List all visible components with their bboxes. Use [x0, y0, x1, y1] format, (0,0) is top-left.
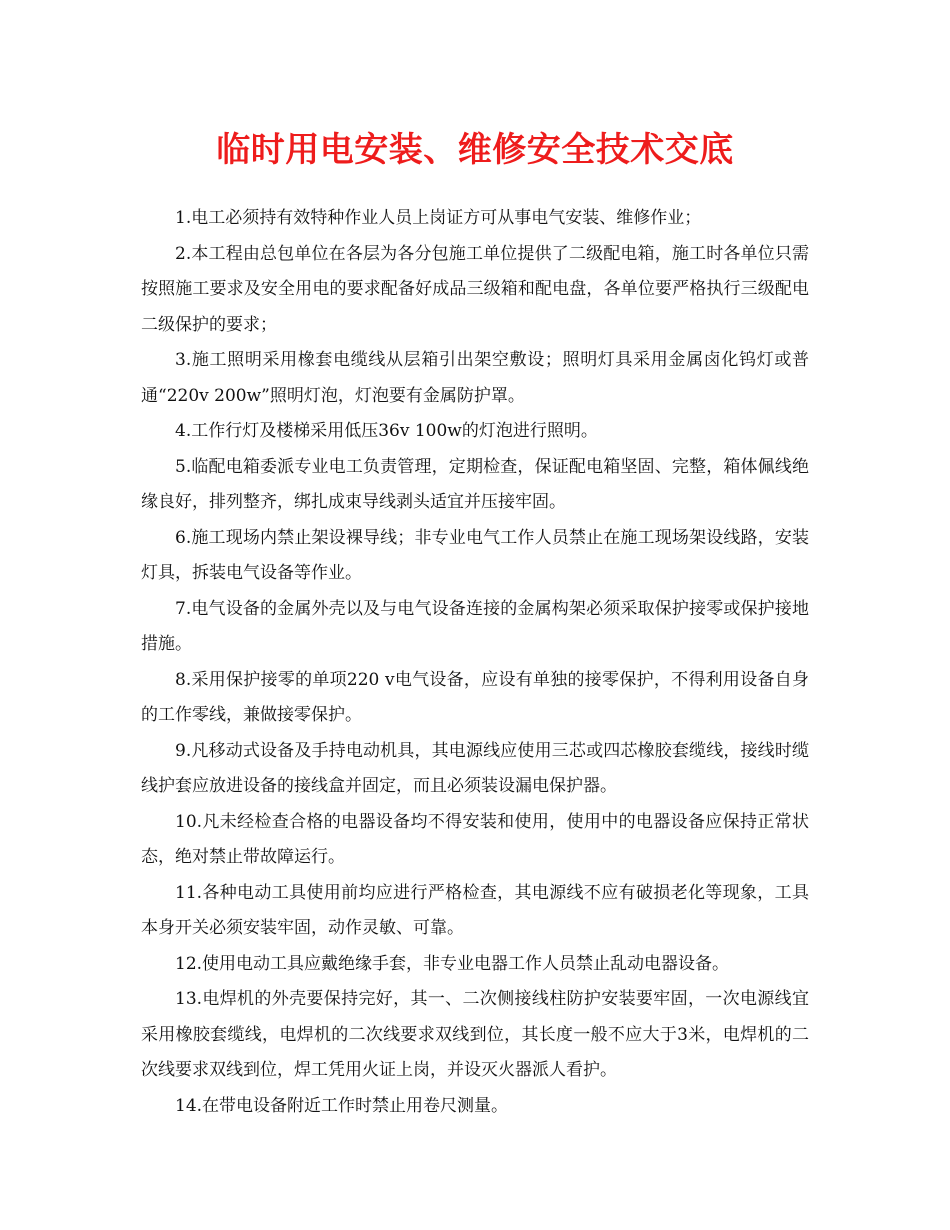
paragraph-12: 12.使用电动工具应戴绝缘手套，非专业电器工作人员禁止乱动电器设备。 [175, 953, 730, 974]
paragraph-13: 13.电焊机的外壳要保持完好，其一、二次侧接线柱防护安装要牢固，一次电源线宜采用橡胶套缆线，电焊机的二次线要求双线到位，其长度一般不应大于3米，电焊机的二次线要求双线到位，焊工凭用火证上岗，并设灭火器派人看护。 [141, 989, 809, 1080]
paragraph-1: 1.电工必须持有效特种作业人员上岗证方可从事电气安装、维修作业； [175, 208, 702, 228]
paragraph-5: 5.临配电箱委派专业电工负责管理，定期检查，保证配电箱坚固、完整，箱体佩线绝缘良好，排列整齐，绑扎成束导线剥头适宜并压接牢固。 [141, 456, 809, 512]
paragraph-10: 10.凡未经检查合格的电器设备均不得安装和使用，使用中的电器设备应保持正常状态，绝对禁止带故障运行。 [141, 811, 809, 867]
paragraph-9: 9.凡移动式设备及手持电动机具，其电源线应使用三芯或四芯橡胶套缆线，接线时缆线护套应放进设备的接线盒并固定，而且必须装设漏电保护器。 [141, 740, 809, 796]
paragraph-3: 3.施工照明采用橡套电缆线从层箱引出架空敷设；照明灯具采用金属卤化钨灯或普通“220v 200w”照明灯泡，灯泡要有金属防护罩。 [141, 350, 809, 406]
paragraph-8: 8.采用保护接零的单项220 v电气设备，应设有单独的接零保护，不得利用设备自身的工作零线，兼做接零保护。 [141, 669, 809, 725]
paragraph-4: 4.工作行灯及楼梯采用低压36v 100w的灯泡进行照明。 [175, 421, 598, 441]
paragraph-14: 14.在带电设备附近工作时禁止用卷尺测量。 [175, 1095, 509, 1116]
paragraph-2: 2.本工程由总包单位在各层为各分包施工单位提供了二级配电箱，施工时各单位只需按照施工要求及安全用电的要求配备好成品三级箱和配电盘，各单位要严格执行三级配电二级保护的要求； [141, 243, 809, 335]
paragraph-7: 7.电气设备的金属外壳以及与电气设备连接的金属构架必须采取保护接零或保护接地措施。 [141, 598, 809, 654]
paragraph-11: 11.各种电动工具使用前均应进行严格检查，其电源线不应有破损老化等现象，工具本身开关必须安装牢固，动作灵敏、可靠。 [141, 882, 809, 938]
document-body [141, 201, 809, 1124]
paragraph-6: 6.施工现场内禁止架设裸导线；非专业电气工作人员禁止在施工现场架设线路，安装灯具，拆装电气设备等作业。 [141, 527, 809, 583]
document-title: 临时用电安装、维修安全技术交底 [216, 130, 734, 170]
